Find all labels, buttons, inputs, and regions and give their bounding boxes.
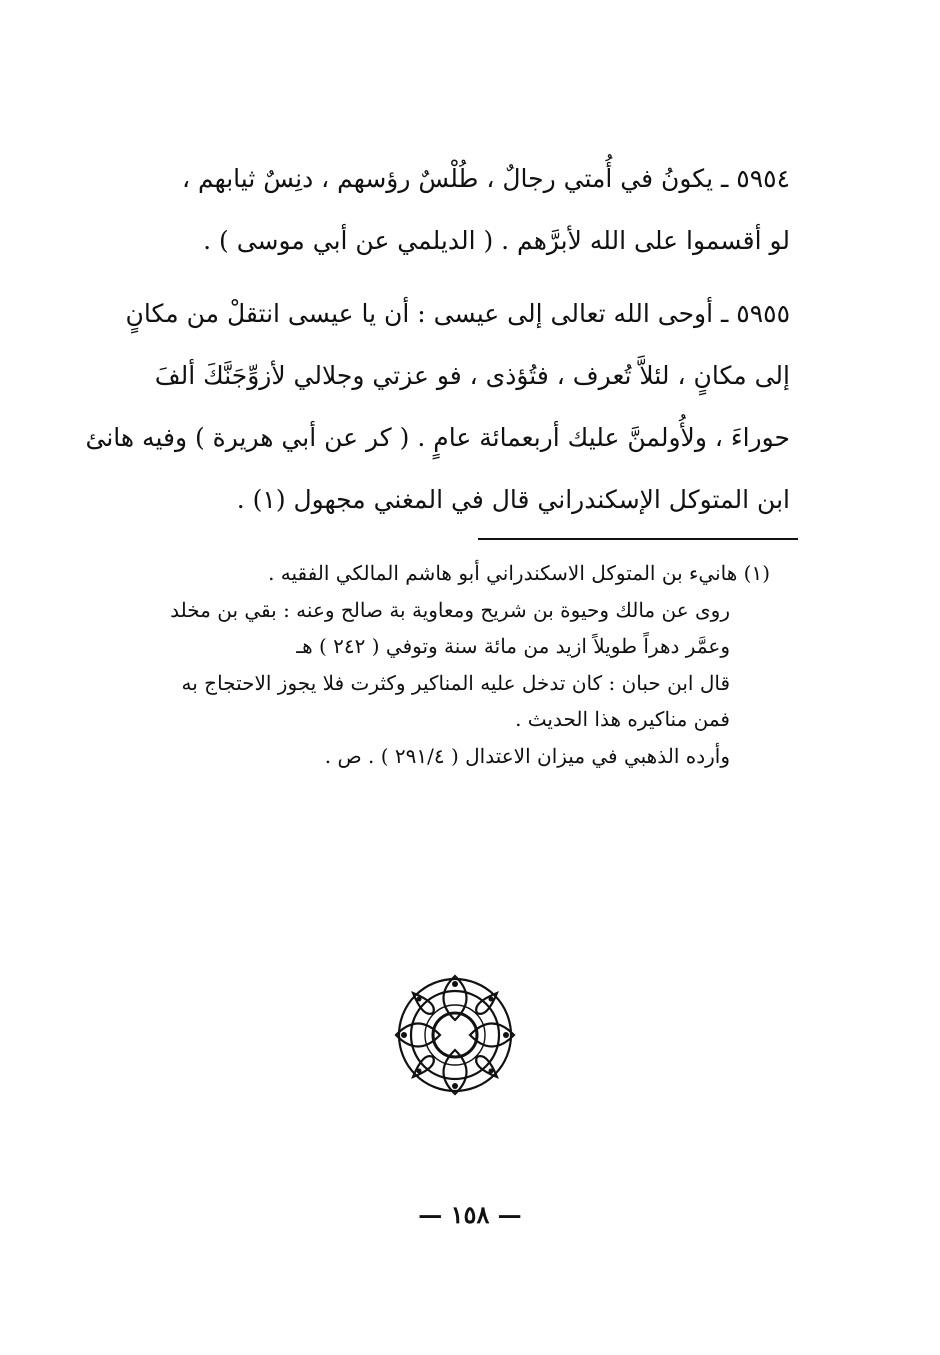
footnote-line: روى عن مالك وحيوة بن شريح ومعاوية بة صالح وعنه : بقي بن مخلد	[170, 597, 730, 622]
footnote-divider	[478, 538, 798, 540]
hadith-entry-5954	[80, 148, 790, 272]
entry-line: حوراءَ ، ولأُولمنَّ عليك أربعمائة عامٍ . ( كر عن أبي هريرة ) وفيه هانئ	[85, 423, 790, 452]
footnote-line: وعمَّر دهراً طويلاً ازيد من مائة سنة وتوفي ( ٢٤٢ ) هـ	[296, 634, 730, 658]
footnote-line: (١) هانيء بن المتوكل الاسكندراني أبو هاشم المالكي الفقيه .	[268, 561, 770, 585]
circular-knot-ornament-icon	[388, 968, 522, 1102]
footnote-line: وأرده الذهبي في ميزان الاعتدال ( ٢٩١/٤ ) . ص .	[324, 743, 730, 768]
entry-line: إلى مكانٍ ، لئلاَّ تُعرف ، فتُؤذى ، فو عزتي وجلالي لأزوِّجَنَّكَ ألفَ	[154, 361, 790, 390]
entry-line: ٥٩٥٤ ـ يكونُ في أُمتي رجالٌ ، طُلْسٌ رؤسهم ، دنِسٌ ثيابهم ،	[182, 164, 790, 193]
page-number: — ١٥٨ —	[418, 1200, 522, 1229]
hadith-entry-5955	[80, 283, 790, 531]
footnote-line: قال ابن حبان : كان تدخل عليه المناكير وكثرت فلا يجوز الاحتجاج به	[181, 670, 730, 695]
entry-line: ابن المتوكل الإسكندراني قال في المغني مجهول (١) .	[236, 485, 790, 514]
footnote-line: فمن مناكيره هذا الحديث .	[515, 707, 730, 731]
entry-line: ٥٩٥٥ ـ أوحى الله تعالى إلى عيسى : أن يا عيسى انتقلْ من مكانٍ	[125, 299, 790, 328]
footnotes	[70, 555, 770, 774]
entry-line: لو أقسموا على الله لأبرَّهم . ( الديلمي عن أبي موسى ) .	[203, 226, 790, 255]
